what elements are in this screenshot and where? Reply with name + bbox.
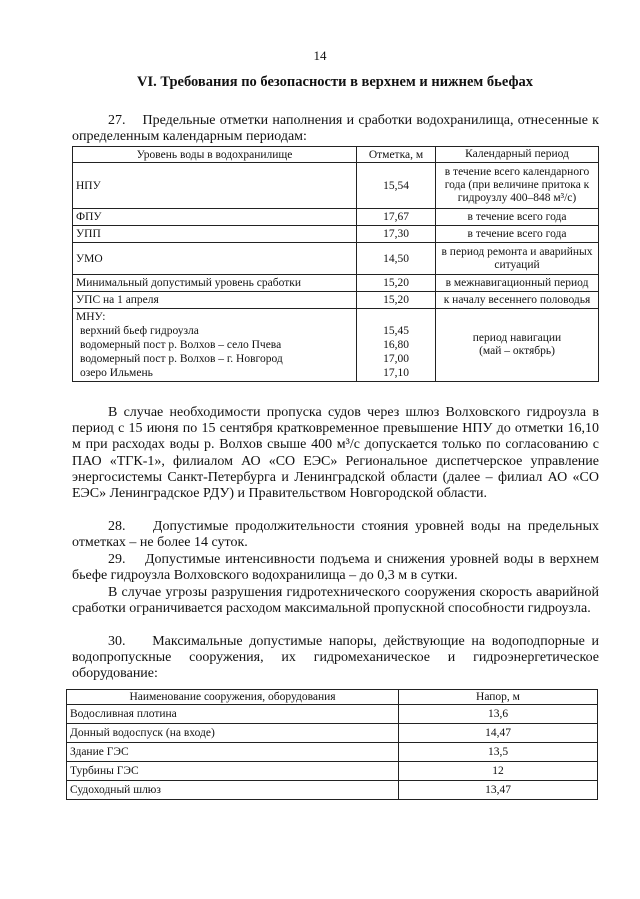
mnu-item-mark: 17,00 xyxy=(383,353,409,365)
structure-name: Донный водоспуск (на входе) xyxy=(67,724,399,743)
max-heads-table xyxy=(66,689,598,800)
head-value: 13,47 xyxy=(399,781,598,800)
structure-name: Здание ГЭС xyxy=(67,743,399,762)
head-value: 14,47 xyxy=(399,724,598,743)
level-cell: УПС на 1 апреля xyxy=(73,292,357,309)
period-cell: в межнавигационный период xyxy=(436,275,599,292)
header-period: Календарный период xyxy=(436,147,599,163)
mnu-title: МНУ: xyxy=(76,311,106,323)
mnu-marks-cell xyxy=(357,309,436,382)
paragraph-threat: В случае угрозы разрушения гидротехнического сооружения скорость аварийной сработки ограничивается расходом максимальной пропускной способности гидроузла. xyxy=(72,585,599,617)
head-value: 13,5 xyxy=(399,743,598,762)
mnu-item-mark: 16,80 xyxy=(383,339,409,351)
level-cell: УПП xyxy=(73,226,357,243)
mark-cell: 15,54 xyxy=(357,163,436,209)
head-value: 13,6 xyxy=(399,705,598,724)
structure-name: Водосливная плотина xyxy=(67,705,399,724)
mnu-period-cell: период навигации (май – октябрь) xyxy=(436,309,599,382)
period-cell: в течение всего года xyxy=(436,226,599,243)
level-cell: Минимальный допустимый уровень сработки xyxy=(73,275,357,292)
period-cell: в течение всего года xyxy=(436,209,599,226)
table-row xyxy=(67,781,598,800)
page-number: 14 xyxy=(313,48,327,63)
mnu-item-label: водомерный пост р. Волхов – г. Новгород xyxy=(80,353,283,365)
table-row xyxy=(73,163,599,209)
paragraph-28: 28. Допустимые продолжительности стояния уровней воды на предельных отметках – не более 14 суток. xyxy=(72,519,599,551)
mnu-item-label: верхний бьеф гидроузла xyxy=(80,325,199,337)
structure-name: Судоходный шлюз xyxy=(67,781,399,800)
table-row xyxy=(73,275,599,292)
mnu-item-label: водомерный пост р. Волхов – село Пчева xyxy=(80,339,282,351)
level-cell: ФПУ xyxy=(73,209,357,226)
paragraph-27: 27. Предельные отметки наполнения и сработки водохранилища, отнесенные к определенным календарным периодам: xyxy=(72,113,599,145)
table-row xyxy=(67,743,598,762)
period-cell: к началу весеннего половодья xyxy=(436,292,599,309)
mnu-item-mark: 15,45 xyxy=(383,325,409,337)
table-row xyxy=(73,209,599,226)
water-levels-table xyxy=(72,146,599,382)
period-cell: в период ремонта и аварийных ситуаций xyxy=(436,243,599,275)
paragraph-29: 29. Допустимые интенсивности подъема и снижения уровней воды в верхнем бьефе гидроузла Волховского водохранилища – до 0,3 м в сутки. xyxy=(72,552,599,584)
mark-cell: 15,20 xyxy=(357,292,436,309)
table-header-row xyxy=(67,690,598,705)
table-row xyxy=(67,724,598,743)
header-structure: Наименование сооружения, оборудования xyxy=(67,690,399,705)
table-header-row xyxy=(73,147,599,163)
mark-cell: 17,30 xyxy=(357,226,436,243)
structure-name: Турбины ГЭС xyxy=(67,762,399,781)
table-row xyxy=(67,705,598,724)
head-value: 12 xyxy=(399,762,598,781)
table-row xyxy=(73,226,599,243)
mnu-item-mark: 17,10 xyxy=(383,367,409,379)
table-row xyxy=(73,292,599,309)
level-cell: УМО xyxy=(73,243,357,275)
header-mark: Отметка, м xyxy=(357,147,436,163)
mark-cell: 15,20 xyxy=(357,275,436,292)
mark-cell: 17,67 xyxy=(357,209,436,226)
header-head: Напор, м xyxy=(399,690,598,705)
table-row xyxy=(67,762,598,781)
table-row-mnu xyxy=(73,309,599,382)
section-title: VI. Требования по безопасности в верхнем и нижнем бьефах xyxy=(137,74,533,90)
level-cell: НПУ xyxy=(73,163,357,209)
mnu-cell xyxy=(73,309,357,382)
table-row xyxy=(73,243,599,275)
mark-cell: 14,50 xyxy=(357,243,436,275)
header-level: Уровень воды в водохранилище xyxy=(73,147,357,163)
paragraph-30: 30. Максимальные допустимые напоры, действующие на водоподпорные и водопропускные сооружения, их гидромеханическое и гидроэнергетическое оборудование: xyxy=(72,634,599,682)
mnu-item-label: озеро Ильмень xyxy=(80,367,153,379)
period-cell: в течение всего календарного года (при величине притока к гидроузлу 400–848 м³/с) xyxy=(436,163,599,209)
paragraph-exception: В случае необходимости пропуска судов через шлюз Волховского гидроузла в период с 15 июня по 15 сентября кратковременное превышение НПУ до отметки 16,10 м при расходах воды р. Волхов свыше 400 м³/с допускается только по согласованию с ПАО «ТГК-1», филиалом АО «СО ЕЭС» Региональное диспетчерское управление энергосистемы Санкт-Петербурга и Ленинградской области (далее – филиал АО «СО ЕЭС» Ленинградское РДУ) и Правительством Новгородской области. xyxy=(72,405,599,502)
